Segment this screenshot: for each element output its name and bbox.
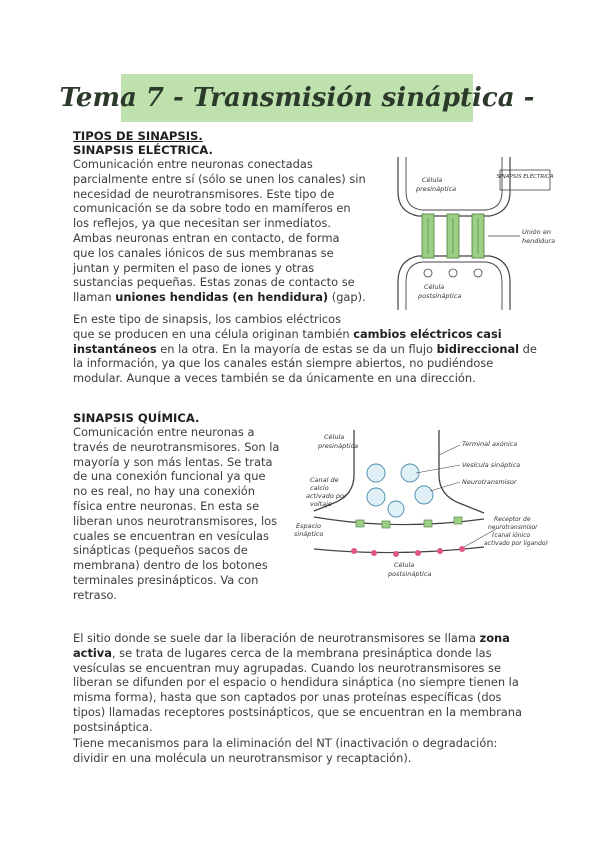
receptor [371, 550, 377, 556]
text-span: (gap). [328, 290, 366, 305]
postsynaptic-membrane [314, 547, 484, 553]
text-line: terminales presinápticos. Va con [73, 572, 259, 587]
canal-label: Canal de [310, 476, 339, 484]
receptor-label: (canal iónico [492, 532, 531, 539]
text-line: tipos) llamadas receptores postsinápticos, que se encuentran en la membrana [73, 704, 522, 719]
chemical-synapse-diagram [284, 425, 584, 585]
text-span: El sitio donde se suele dar la liberación de neurotransmisores se llama [73, 631, 480, 645]
text-line: vesículas se encuentran muy agrupadas. Cuando los neurotransmisores se [73, 660, 501, 675]
postsynaptic-label: postsináptica [388, 570, 432, 578]
synaptic-vesicle [388, 501, 404, 517]
text-line [73, 646, 522, 661]
text-line: postsináptica. [73, 719, 153, 734]
ion-icon [474, 269, 482, 277]
electric-paragraph-2 [73, 312, 537, 386]
text-line: liberan unos neurotransmisores, los [73, 513, 278, 528]
pointer-line [439, 445, 460, 455]
calcium-channel [424, 520, 432, 527]
text-line [73, 327, 537, 342]
presynaptic-label: Célula [324, 433, 345, 441]
text-line: parcialmente entre sí (sólo se unen los canales) sin [73, 171, 366, 186]
bold-term: cambios eléctricos casi [353, 326, 502, 341]
calcium-channel [356, 520, 364, 527]
text-line: liberan se difunden por el espacio o hendidura sináptica (no siempre tienen la [73, 675, 519, 690]
page-title: Tema 7 - Transmisión sináptica - [59, 83, 535, 113]
text-line: membrana) dentro de los botones [73, 558, 268, 573]
union-label: Unión en [522, 228, 551, 236]
text-span: llaman [73, 290, 116, 305]
space-label: Espacio [296, 522, 321, 530]
presynaptic-label: Célula [422, 176, 443, 184]
presynaptic-label: presináptica [416, 185, 457, 193]
text-line: los reflejos, ya que necesitan ser inmediatos. [73, 216, 332, 231]
text-line: sustancias pequeñas. Estas zonas de contacto se [73, 275, 355, 290]
text-line [73, 631, 522, 646]
ion-icon [424, 269, 432, 277]
receptor [393, 551, 399, 557]
chemical-heading: SINAPSIS QUÍMICA. [73, 411, 200, 425]
receptor [437, 548, 443, 554]
receptor-label: Receptor de [494, 516, 531, 523]
receptor-label: activado por ligando) [484, 540, 548, 547]
text-line: sinápticas (pequeños sacos de [73, 543, 248, 558]
chemical-paragraph-1 [73, 425, 279, 603]
pointer-line [430, 482, 460, 491]
text-line: mayoría y son más lentas. Se trata [73, 454, 273, 469]
text-line: modular. Aunque a veces también se da únicamente en una dirección. [73, 371, 476, 386]
receptor-label: neurotransmisor [488, 524, 538, 531]
receptor [351, 548, 357, 554]
postsynaptic-label: Célula [424, 283, 445, 291]
text-line [73, 342, 537, 357]
text-line: cuales se encuentran en vesículas [73, 528, 269, 543]
text-line: En este tipo de sinapsis, los cambios eléctricos [73, 312, 342, 326]
space-label: sináptico [294, 530, 324, 538]
electric-heading: SINAPSIS ELÉCTRICA. [73, 143, 213, 157]
text-line [73, 290, 366, 305]
text-line: través de neurotransmisores. Son la [73, 439, 280, 454]
pointer-line [416, 465, 460, 473]
synaptic-vesicle [367, 464, 385, 482]
text-line: comunicación se da sobre todo en mamíferos en [73, 201, 351, 216]
canal-label: voltaje [310, 500, 332, 508]
bold-term: uniones hendidas (en hendidura) [115, 290, 329, 305]
text-line: juntan y permiten el paso de iones y otras [73, 260, 315, 275]
text-line: la información, ya que los canales están siempre abiertos, no pudiéndose [73, 356, 494, 371]
diagram-label-box [500, 170, 550, 190]
postsynaptic-label: postsináptica [418, 292, 462, 300]
text-line: física entre neuronas. En esta se [73, 498, 260, 513]
text-line: Ambas neuronas entran en contacto, de forma [73, 230, 340, 245]
bold-term: activa [73, 645, 112, 660]
electric-paragraph-1 [73, 157, 366, 305]
text-line: Comunicación entre neuronas a [73, 425, 255, 439]
canal-label: calcio [310, 484, 329, 492]
text-line: de una conexión funcional ya que [73, 469, 266, 484]
text-span: en la otra. En la mayoría de estas se da un flujo [156, 341, 437, 356]
presynaptic-label: presináptica [318, 442, 359, 450]
diagram-label: SINAPSIS ELÉCTRICA [496, 174, 554, 180]
vesicle-label: Vesícula sináptica [462, 461, 521, 469]
text-line: misma forma), hasta que son captados por unas proteínas específicas (dos [73, 690, 502, 705]
postsynaptic-label: Célula [394, 561, 415, 569]
text-line: Comunicación entre neuronas conectadas [73, 157, 313, 171]
text-line: Tiene mecanismos para la eliminación del NT (inactivación o degradación: [73, 736, 498, 750]
chemical-paragraph-2 [73, 631, 522, 735]
text-line: dividir en una molécula un neurotransmisor y recaptación). [73, 750, 412, 765]
calcium-channel [382, 521, 390, 528]
bold-term: instantáneos [73, 341, 157, 356]
text-line: que los canales iónicos de sus membranas se [73, 245, 334, 260]
union-label: hendidura [522, 237, 556, 245]
calcium-channel [454, 517, 462, 524]
text-span: de [519, 341, 537, 356]
bold-term: zona [479, 631, 510, 645]
canal-label: activado por [306, 492, 347, 500]
text-line: no es real, no hay una conexión [73, 484, 255, 499]
chemical-paragraph-3 [73, 736, 497, 766]
bold-term: bidireccional [436, 341, 520, 356]
synaptic-vesicle [367, 488, 385, 506]
section-heading: TIPOS DE SINAPSIS. [73, 129, 203, 143]
electric-synapse-diagram [380, 152, 570, 312]
presynaptic-membrane-inner [406, 157, 502, 210]
text-span: , se trata de lugares cerca de la membrana presináptica donde las [111, 645, 492, 660]
title-banner [59, 74, 535, 122]
synaptic-vesicle [415, 486, 433, 504]
nt-label: Neurotransmisor [462, 478, 517, 486]
terminal-label: Terminal axónica [462, 440, 518, 448]
text-line: necesidad de neurotransmisores. Este tipo de [73, 186, 335, 201]
receptor [415, 550, 421, 556]
text-span: que se producen en una célula originan también [73, 326, 354, 341]
ion-icon [449, 269, 457, 277]
text-line: retraso. [73, 587, 117, 602]
